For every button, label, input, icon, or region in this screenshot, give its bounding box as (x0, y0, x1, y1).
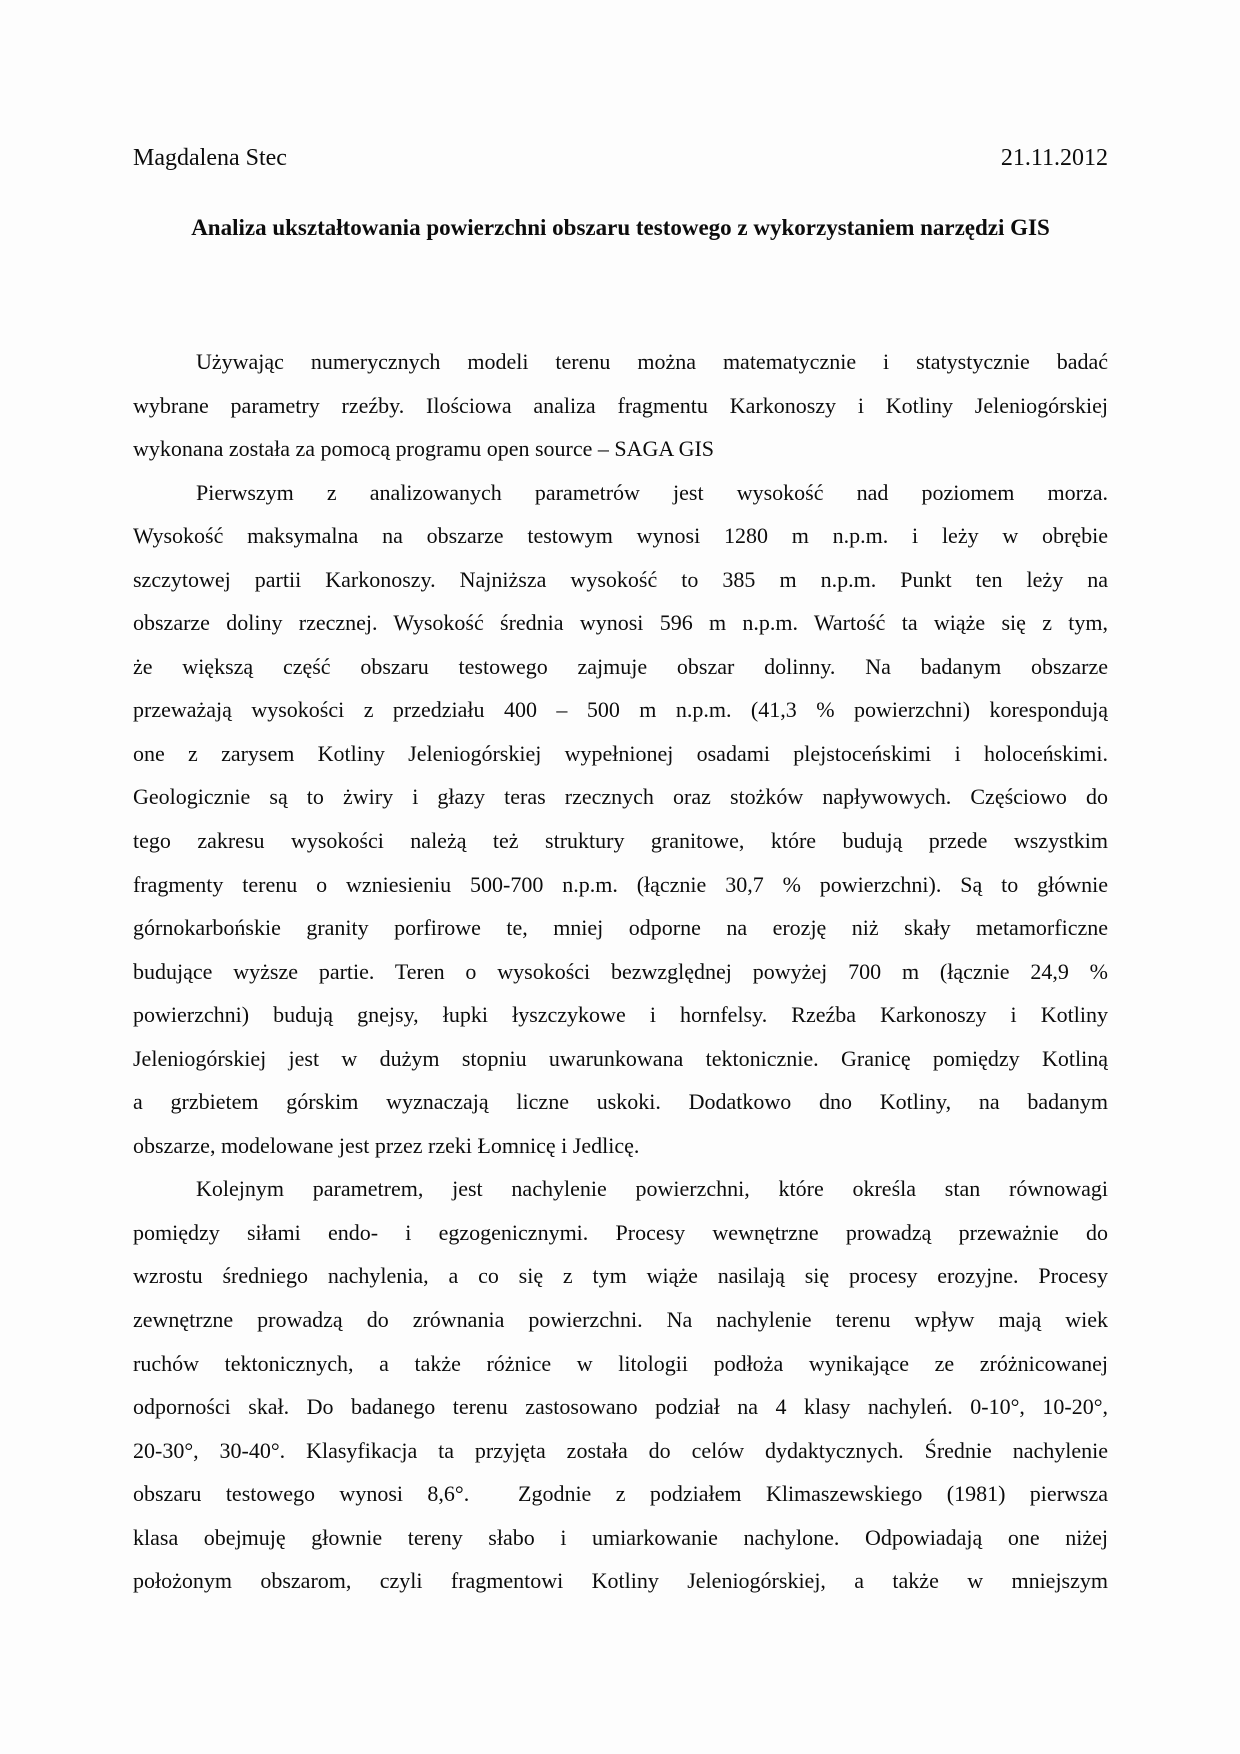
document-header (133, 143, 1108, 173)
text-line: wykonana została za pomocą programu open source – SAGA GIS (133, 436, 715, 462)
text-line: zewnętrzne prowadzą do zrównania powierzchni. Na nachylenie terenu wpływ mają wiek (133, 1307, 1108, 1333)
text-line: a grzbietem górskim wyznaczają liczne uskoki. Dodatkowo dno Kotliny, na badanym (133, 1089, 1108, 1115)
text-line: że większą część obszaru testowego zajmuje obszar dolinny. Na badanym obszarze (133, 653, 1108, 679)
text-line: Geologicznie są to żwiry i głazy teras rzecznych oraz stożków napływowych. Częściowo do (133, 784, 1108, 810)
text-line: Używając numerycznych modeli terenu można matematycznie i statystycznie badać (196, 349, 1108, 374)
text-line: 20-30°, 30-40°. Klasyfikacja ta przyjęta została do celów dydaktycznych. Średnie nachylenie (133, 1437, 1108, 1463)
text-line: położonym obszarom, czyli fragmentowi Kotliny Jeleniogórskiej, a także w mniejszym (133, 1568, 1108, 1594)
text-line: szczytowej partii Karkonoszy. Najniższa wysokość to 385 m n.p.m. Punkt ten leży na (133, 566, 1108, 592)
text-line: górnokarbońskie granity porfirowe te, mniej odporne na erozję niż skały metamorficzne (133, 915, 1108, 941)
text-line: powierzchni) budują gnejsy, łupki łyszczykowe i hornfelsy. Rzeźba Karkonoszy i Kotliny (133, 1002, 1108, 1028)
text-line: ruchów tektonicznych, a także różnice w litologii podłoża wynikające ze zróżnicowanej (133, 1350, 1108, 1376)
text-line: obszaru testowego wynosi 8,6°. Zgodnie z podziałem Klimaszewskiego (1981) pierwsza (133, 1481, 1108, 1507)
text-line: pomiędzy siłami endo- i egzogenicznymi. Procesy wewnętrzne prowadzą przeważnie do (133, 1219, 1108, 1245)
text-line: one z zarysem Kotliny Jeleniogórskiej wypełnionej osadami plejstoceńskimi i holoceńskimi. (133, 740, 1108, 766)
document-body (133, 340, 1108, 1603)
text-line: klasa obejmuję głownie tereny słabo i umiarkowanie nachylone. Odpowiadają one niżej (133, 1524, 1108, 1550)
text-line: fragmenty terenu o wzniesieniu 500-700 n.p.m. (łącznie 30,7 % powierzchni). Są to głównie (133, 871, 1108, 897)
text-line: przeważają wysokości z przedziału 400 – 500 m n.p.m. (41,3 % powierzchni) korespondują (133, 697, 1108, 723)
text-line: budujące wyższe partie. Teren o wysokości bezwzględnej powyżej 700 m (łącznie 24,9 % (133, 958, 1108, 984)
text-line: Jeleniogórskiej jest w dużym stopniu uwarunkowana tektonicznie. Granicę pomiędzy Kotliną (133, 1045, 1108, 1071)
text-line: obszarze doliny rzecznej. Wysokość średnia wynosi 596 m n.p.m. Wartość ta wiąże się z tym, (133, 610, 1108, 636)
text-line: tego zakresu wysokości należą też struktury granitowe, które budują przede wszystkim (133, 828, 1108, 854)
text-line: Kolejnym parametrem, jest nachylenie powierzchni, które określa stan równowagi (196, 1176, 1108, 1202)
document-title: Analiza ukształtowania powierzchni obszaru testowego z wykorzystaniem narzędzi GIS (191, 215, 1050, 240)
text-line: odporności skał. Do badanego terenu zastosowano podział na 4 klasy nachyleń. 0-10°, 10-20°, (133, 1394, 1108, 1420)
text-line: Wysokość maksymalna na obszarze testowym wynosi 1280 m n.p.m. i leży w obrębie (133, 523, 1108, 549)
text-line: obszarze, modelowane jest przez rzeki Łomnicę i Jedlicę. (133, 1132, 640, 1158)
text-line: Pierwszym z analizowanych parametrów jest wysokość nad poziomem morza. (196, 479, 1108, 505)
text-line: wzrostu średniego nachylenia, a co się z tym wiąże nasilają się procesy erozyjne. Procesy (133, 1263, 1108, 1289)
text-line: wybrane parametry rzeźby. Ilościowa analiza fragmentu Karkonoszy i Kotliny Jeleniogórskiej (133, 392, 1108, 418)
document-date: 21.11.2012 (1000, 145, 1108, 171)
author-name: Magdalena Stec (133, 145, 287, 171)
